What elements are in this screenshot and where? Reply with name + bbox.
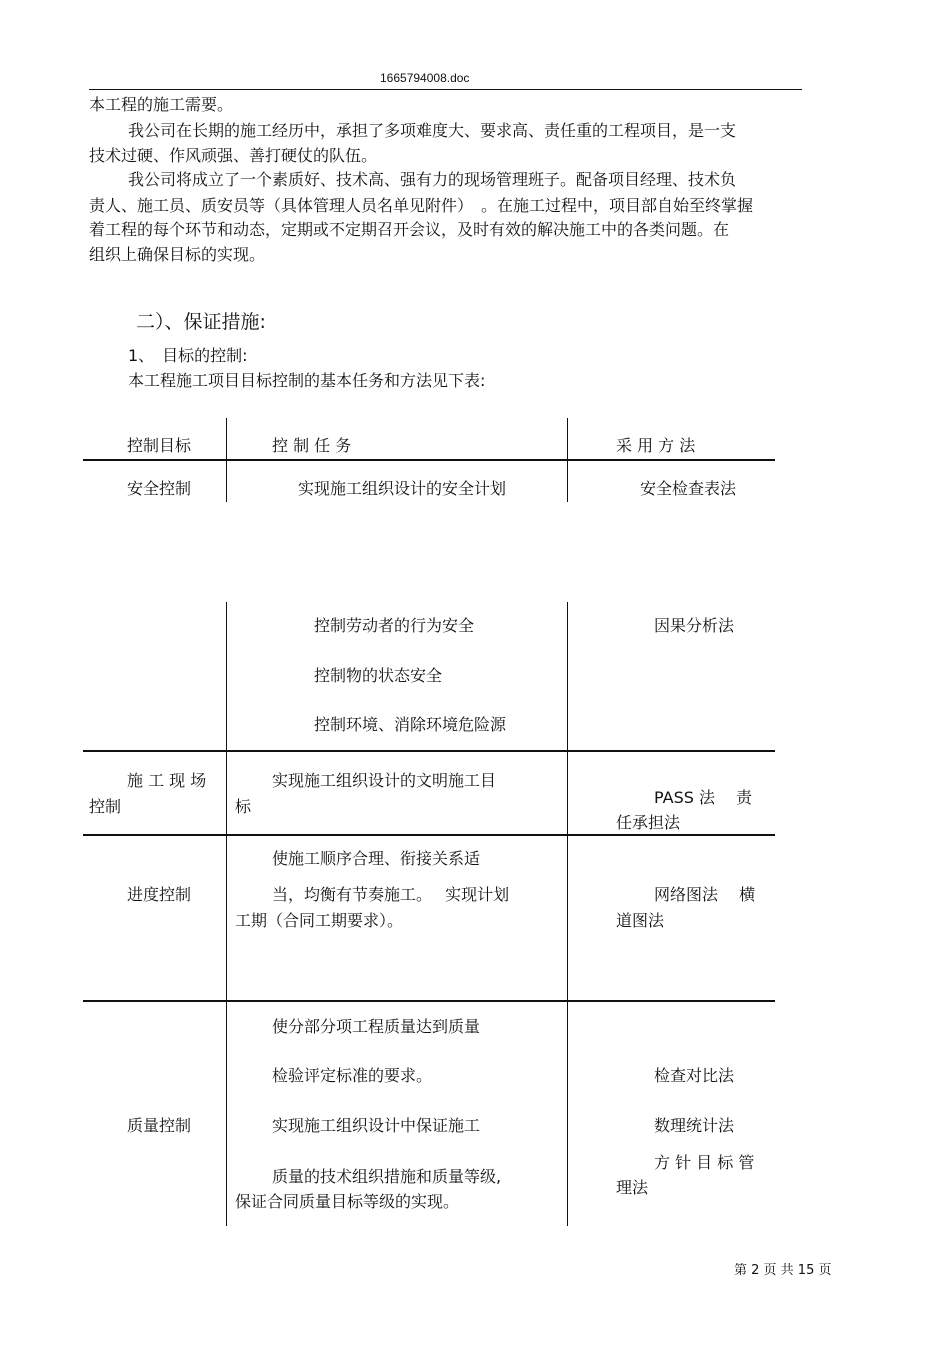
table-cell: 数理统计法 xyxy=(654,1116,735,1135)
table-rule xyxy=(83,834,775,836)
table-divider xyxy=(567,602,568,1226)
paragraph-line: 责人、施工员、质安员等（具体管理人员名单见附件） 。在施工过程中，项目部自始至终掌握 xyxy=(89,196,754,215)
column-header-task: 控 制 任 务 xyxy=(272,436,352,455)
table-cell: 实现施工组织设计中保证施工 xyxy=(272,1116,481,1135)
table-cell: 控制物的状态安全 xyxy=(314,666,443,685)
table-cell: 施 工 现 场 xyxy=(127,771,207,790)
table-cell: 控制 xyxy=(89,797,122,816)
list-item-heading: 1、 目标的控制: xyxy=(128,346,248,365)
page-number: 第 2 页 共 15 页 xyxy=(734,1263,832,1278)
table-cell: 质量控制 xyxy=(127,1116,192,1135)
table-cell: 检验评定标准的要求。 xyxy=(272,1066,433,1085)
table-cell: 保证合同质量目标等级的实现。 xyxy=(235,1192,460,1211)
paragraph-line: 我公司在长期的施工经历中，承担了多项难度大、要求高、责任重的工程项目，是一支 xyxy=(128,121,737,140)
table-rule xyxy=(83,1000,775,1002)
paragraph-line: 组织上确保目标的实现。 xyxy=(89,245,266,264)
table-intro: 本工程施工项目目标控制的基本任务和方法见下表: xyxy=(128,371,486,390)
header-rule xyxy=(89,89,802,90)
table-cell: 安全控制 xyxy=(127,479,192,498)
section-heading: 二）、保证措施: xyxy=(136,311,266,333)
table-cell: 标 xyxy=(235,797,252,816)
table-cell: 道图法 xyxy=(616,911,665,930)
table-cell: 实现施工组织设计的安全计划 xyxy=(298,479,507,498)
table-rule xyxy=(83,750,775,752)
table-rule xyxy=(83,459,775,461)
table-cell: PASS 法 责 xyxy=(654,788,753,807)
column-header-goal: 控制目标 xyxy=(127,436,192,455)
table-cell: 因果分析法 xyxy=(654,616,735,635)
document-filename: 1665794008.doc xyxy=(380,71,470,85)
table-cell: 安全检查表法 xyxy=(640,479,737,498)
table-cell: 理法 xyxy=(616,1178,649,1197)
paragraph-line: 着工程的每个环节和动态，定期或不定期召开会议，及时有效的解决施工中的各类问题。在 xyxy=(89,220,730,239)
table-cell: 当，均衡有节奏施工。 实现计划 xyxy=(272,885,510,904)
table-cell: 实现施工组织设计的文明施工目 xyxy=(272,771,497,790)
paragraph-line: 我公司将成立了一个素质好、技术高、强有力的现场管理班子。配备项目经理、技术负 xyxy=(128,170,737,189)
paragraph-line: 本工程的施工需要。 xyxy=(89,95,234,114)
table-cell: 控制环境、消除环境危险源 xyxy=(314,715,507,734)
column-header-method: 采 用 方 法 xyxy=(616,436,696,455)
table-cell: 质量的技术组织措施和质量等级, xyxy=(272,1167,502,1186)
table-divider xyxy=(226,602,227,1226)
table-cell: 检查对比法 xyxy=(654,1066,735,1085)
table-cell: 使施工顺序合理、衔接关系适 xyxy=(272,849,481,868)
table-cell: 进度控制 xyxy=(127,885,192,904)
table-cell: 控制劳动者的行为安全 xyxy=(314,616,475,635)
table-cell: 任承担法 xyxy=(616,813,681,832)
paragraph-line: 技术过硬、作风顽强、善打硬仗的队伍。 xyxy=(89,146,378,165)
table-cell: 网络图法 横 xyxy=(654,885,756,904)
table-cell: 使分部分项工程质量达到质量 xyxy=(272,1017,481,1036)
table-cell: 工期（合同工期要求）。 xyxy=(235,911,404,930)
table-cell: 方 针 目 标 管 xyxy=(654,1153,755,1172)
